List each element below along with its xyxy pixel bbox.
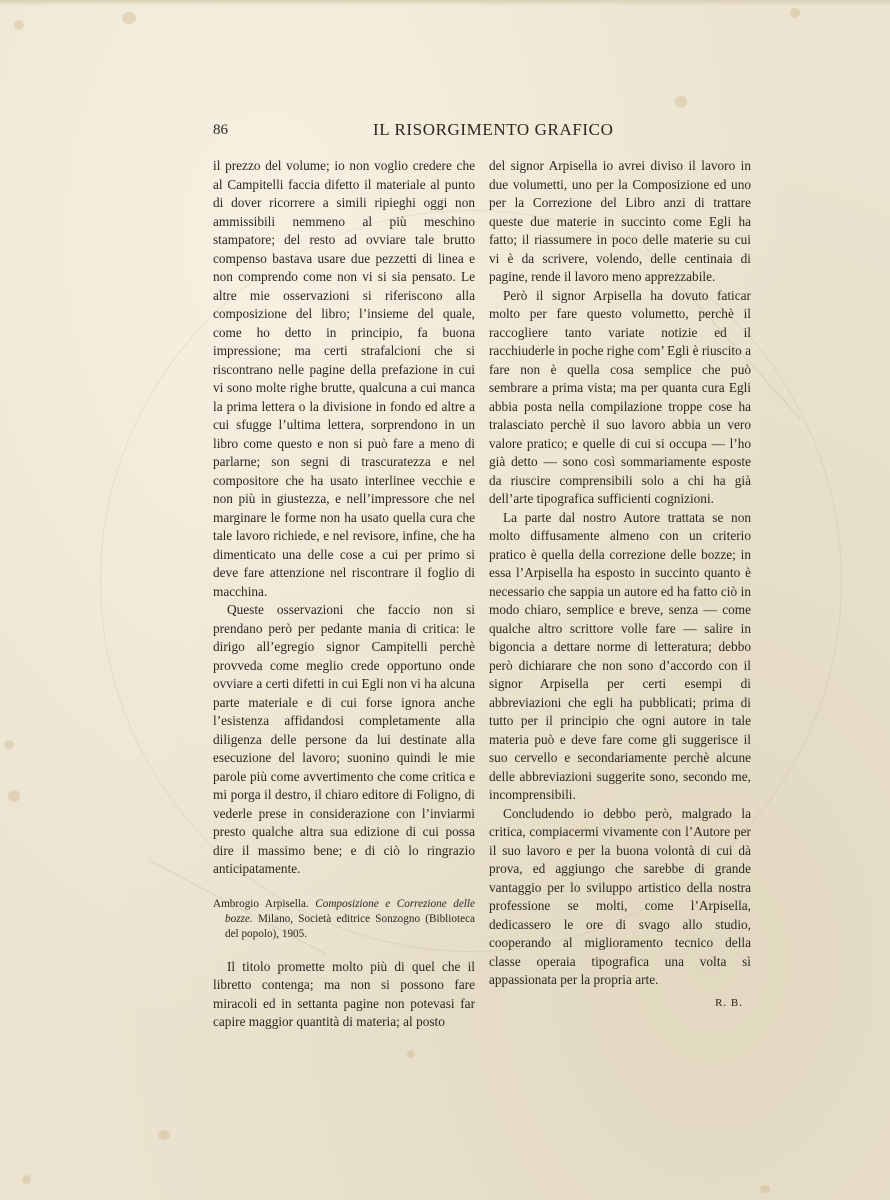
foxing-spot xyxy=(14,20,24,30)
biblio-publisher: Milano, Società editrice Sonzogno (Biblioteca del popolo), 1905. xyxy=(225,912,476,940)
foxing-spot xyxy=(760,1185,770,1193)
foxing-spot xyxy=(4,740,14,749)
author-signature: R. B. xyxy=(715,996,743,1009)
left-column xyxy=(213,157,475,1032)
paragraph: La parte dal nostro Autore trattata se non molto diffusamente almeno con un criterio pratico è quella della correzione delle bozze; in essa l’Arpisella ha esposto in succinto quanto è necessario che sappia un autore ed ha fatto ciò in modo chiaro, semplice e breve, senza — come qualche altro scrittore volle fare — salire in bigoncia a dettare norme di letteratura; debbo però dichiarare che non sono d’accordo con il signor Arpisella per certi esempi di abbreviazioni che egli ha pubblicati; prima di tutto per il principio che ogni autore in tale materia può e deve fare come gli suggerisce il suo cervello e secondariamente perchè alcune delle abbreviazioni suggerite sono, secondo me, incomprensibili. xyxy=(489,509,751,802)
right-column xyxy=(489,157,751,1012)
page-header xyxy=(213,122,753,144)
bibliographic-entry xyxy=(213,897,475,942)
paragraph: del signor Arpisella io avrei diviso il lavoro in due volumetti, uno per la Composizione ed uno per la Correzione del Libro anzi di trattare queste due materie in succinto come Egli ha fatto; il riassumere in poco delle materie su cui vi è da scrivere, volendo, delle centinaia di pagine, rende il lavoro meno apprezzabile. xyxy=(489,158,751,284)
foxing-spot xyxy=(8,790,20,802)
foxing-spot xyxy=(407,1050,415,1058)
paragraph: Però il signor Arpisella ha dovuto faticar molto per fare questo volumetto, perchè il raccogliere tanto variate notizie ed il racchiuderle in poche righe com’ Egli è riuscito a fare non è quella cosa semplice che può sembrare a prima vista; ma per quanta cura Egli abbia posta nella compilazione troppe cose ha tralasciato perchè il suo lavoro abbia un vero valore pratico; e quelle di cui si occupa — l’ho già detto — sono così sommariamente esposte da riuscire comprensibili solo a chi ha già dell’arte tipografica sufficienti cognizioni. xyxy=(489,287,751,506)
paragraph: Concludendo io debbo però, malgrado la critica, compiacermi vivamente con l’Autore per il suo lavoro e per la buona volontà di cui dà prova, ed aggiungo che sarebbe di grande vantaggio per lo sviluppo artistico della nostra professione se molti, come l’Arpisella, dedicassero le ore di svago allo studio, cooperando al miglioramento tecnico della classe operaia tipografica una volta sì appassionata per la propria arte. xyxy=(489,805,751,987)
foxing-spot xyxy=(790,8,800,18)
paragraph: Queste osservazioni che faccio non si prendano però per pedante mania di critica: le dirigo all’egregio signor Campitelli perchè provveda come meglio crede opportuno onde ovviare a certi difetti in cui Egli non vi ha alcuna parte materiale e di cui forse ignora anche l’esistenza affidandosi completamente alla diligenza delle persone da lui destinate alla esecuzione del lavoro; suonino quindi le mie parole più come avvertimento che come critica e mi porga il destro, il chiaro editore di Foligno, di vederle prese in considerazione con l’inviarmi presto qualche altra sua edizione di cui possa dire il massimo bene; e di ciò lo ringrazio anticipatamente. xyxy=(213,602,475,876)
page-top-edge xyxy=(0,0,890,6)
page-number: 86 xyxy=(213,122,228,138)
running-title: IL RISORGIMENTO GRAFICO xyxy=(373,120,614,139)
paragraph: il prezzo del volume; io non voglio credere che al Campitelli faccia difetto il materiale al punto di dover ricorrere a simili ripieghi oggi non ammissibili nemmeno al più meschino stampatore; del resto ad ovviare tale brutto compenso bastava usare due pezzetti di linea e non comprendo come non vi si sia pensato. Le altre mie osservazioni si riferiscono alla composizione del libro; l’insieme del quale, come ho detto in principio, fa buona impressione; ma certi strafalcioni che si riscontrano nelle pagine della prefazione in cui vi sono molte righe brutte, qualcuna a cui manca la prima lettera o la divisione in fondo ed altre a cui sfugge l’ultima lettera, sorprendono in un libro come questo e non si può fare a meno di parlarne; son segni di trascuratezza e nel compositore che ha usato interlinee vecchie e non più in giustezza, e nell’impressore che nel marginare le forme non ha usato quella cura che tale lavoro richiede, e nel revisore, infine, che ha dimenticato una delle cose a cui per primo si deve fare attenzione nel riscontrare il foglio di macchina. xyxy=(213,158,475,599)
foxing-spot xyxy=(22,1175,31,1184)
biblio-author: Ambrogio Arpisella. xyxy=(213,897,309,910)
paragraph: Il titolo promette molto più di quel che il libretto contenga; ma non si possono fare miracoli ed in settanta pagine non potevasi far capire maggior quantità di materia; al posto xyxy=(213,958,475,1029)
foxing-spot xyxy=(158,1130,170,1140)
foxing-spot xyxy=(122,12,136,24)
foxing-spot xyxy=(675,96,687,108)
biblio-title: Composizione e Correzione delle bozze. xyxy=(225,897,475,925)
